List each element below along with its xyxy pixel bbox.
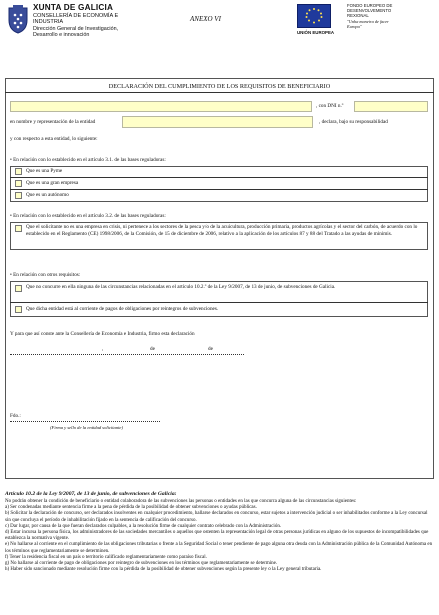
reimbursements-checkbox[interactable]	[15, 306, 22, 313]
entity-field[interactable]	[122, 116, 313, 128]
article-paragraph: a) Ser condenadas mediante sentencia firme a la pena de pérdida de la posibilidad de obtener subvenciones o ayudas públicas.	[5, 505, 257, 511]
signature-line	[10, 421, 160, 422]
representation-prefix: en nombre y representación de la entidad	[10, 119, 96, 125]
eu-fund-line-1: FONDO EUROPEO DE	[347, 3, 393, 8]
annex-label: ANEXO VI	[190, 15, 221, 23]
org-line-3: Dirección General de Investigación,	[33, 26, 119, 32]
section1-row-divider-1	[10, 177, 428, 178]
no-prohibition-label: Que no concurre en ella ninguna de las circunstancias relacionadas en el artículo 10.2.º de la Ley 9/2007, de 13 de junio, de subvenciones de Galicia.	[26, 284, 336, 290]
eu-fund-line-2: DESENVOLVEMENTO	[347, 8, 392, 13]
article-paragraph: h) Haber sido sancionado mediante resolución firme con la pérdida de la posibilidad de obtener subvenciones según la presente ley o la Ley general tributaria.	[5, 567, 322, 573]
dni-label: , con DNI n.º	[316, 103, 344, 109]
eu-slogan-2: Europa"	[347, 24, 362, 29]
article-paragraph: e) No hallarse al corriente en el cumplimiento de las obligaciones tributarias o frente a la Seguridad Social o tener pendiente de pago alguna otra deuda con la Administración pública de la Comunidad Autónoma en los términos que reglamentariamente se determinen.	[5, 542, 433, 554]
eu-name: UNIÓN EUROPEA	[297, 30, 335, 35]
not-in-crisis-checkbox[interactable]	[15, 225, 22, 232]
date-comma: ,	[102, 346, 104, 352]
section3-heading: • En relación con otros requisitos:	[10, 272, 81, 278]
form-title: DECLARACIÓN DEL CUMPLIMIENTO DE LOS REQUISITOS DE BENEFICIARIO	[108, 83, 331, 90]
signature-note: (Firma y sello de la entidad solicitante)	[50, 425, 123, 430]
eu-fund-line-3: REXIONAL	[347, 13, 369, 18]
org-line-2: INDUSTRIA	[33, 19, 64, 25]
name-field[interactable]	[10, 101, 312, 112]
org-line-4: Desarrollo e innovación	[33, 32, 90, 38]
xunta-logo	[7, 4, 29, 34]
no-prohibition-checkbox[interactable]	[15, 285, 22, 292]
signature-label: Fdo.:	[10, 413, 21, 419]
article-body	[5, 499, 434, 573]
org-line-1: CONSELLERÍA DE ECONOMÍA E	[33, 13, 119, 19]
pyme-checkbox[interactable]	[15, 168, 22, 175]
logo-title: XUNTA DE GALICIA	[33, 3, 114, 12]
section2-heading: • En relación con lo establecido en el artículo 3.2. de las bases reguladoras:	[10, 213, 166, 219]
closing-text: Y para que así conste ante la Consellería de Economía e Industria, firmo esta declaración	[10, 331, 195, 337]
section3-row-divider	[10, 302, 428, 303]
eu-slogan-1: "Unha maneira de facer	[347, 19, 389, 24]
section1-heading: • En relación con lo establecido en el artículo 3.1. de las bases reguladoras:	[10, 157, 166, 163]
article-paragraph: No podrán obtener la condición de beneficiario o entidad colaboradora de las subvenciones las personas o entidades en las que concurra alguna de las circunstancias siguientes:	[5, 499, 357, 504]
representation-suffix: , declara, bajo su responsabilidad	[319, 119, 388, 125]
dni-field[interactable]	[354, 101, 428, 112]
large-company-label: Que es una gran empresa	[26, 180, 79, 186]
not-in-crisis-label: Que el solicitante no es una empresa en crisis, ni pertenece a los sectores de la pesca y/o de la acuicultura, producción primaria, productos agrícolas y el sector del carbón, de acuerdo con lo establecido en el Reglamento (CE) 1998/2006, de la Comisión, de 15 de diciembre de 2006, relativo a la aplicación de los artículos 87 y 88 del Tratado a las ayudas de minimis.	[26, 224, 418, 237]
eu-flag-icon	[297, 4, 331, 28]
date-de-2: de	[208, 346, 213, 352]
date-place-line	[10, 354, 244, 355]
article-paragraph: d) Estar incursa la persona física, los administradores de las sociedades mercantiles o aquellos que ostenten la representación legal de otras personas jurídicas en alguno de los supuestos de incompatibilidades que establezca la normativa vigente.	[5, 530, 429, 542]
section1-row-divider-2	[10, 189, 428, 190]
title-underline	[5, 92, 434, 93]
reimbursements-label: Que dicha entidad está al corriente de pagos de obligaciones por reintegros de subvenciones.	[26, 306, 219, 312]
article-paragraph: b) Solicitar la declaración de concurso, ser declarados insolventes en cualquier procedimiento, hallarse declarados en concurso, estar sujetos a intervención judicial o ser inhabilitados conforme a la Ley concursal sin que concluya el período de inhabilitación fijado en la sentencia de calificación del concurso.	[5, 511, 428, 523]
self-employed-checkbox[interactable]	[15, 192, 22, 199]
large-company-checkbox[interactable]	[15, 180, 22, 187]
article-title: Artículo 10.2 de la Ley 9/2007, de 13 de junio, de subvenciones de Galicia:	[5, 491, 177, 497]
article-paragraph: f) Tener la residencia fiscal en un país o territorio calificado reglamentariamente como paraíso fiscal.	[5, 554, 207, 560]
pyme-label: Que es una Pyme	[26, 168, 63, 174]
self-employed-label: Que es un autónomo	[26, 192, 69, 198]
article-paragraph: c) Dar lugar, por causa de la que fueran declarados culpables, a la resolución firme de cualquier contrato celebrado con la Administración.	[5, 523, 282, 529]
intro-text: y con respecto a esta entidad, lo siguiente:	[10, 136, 98, 142]
date-de-1: de	[150, 346, 155, 352]
article-paragraph: g) No hallarse al corriente de pago de obligaciones por reintegro de subvenciones en los términos que reglamentariamente se determine.	[5, 561, 278, 567]
